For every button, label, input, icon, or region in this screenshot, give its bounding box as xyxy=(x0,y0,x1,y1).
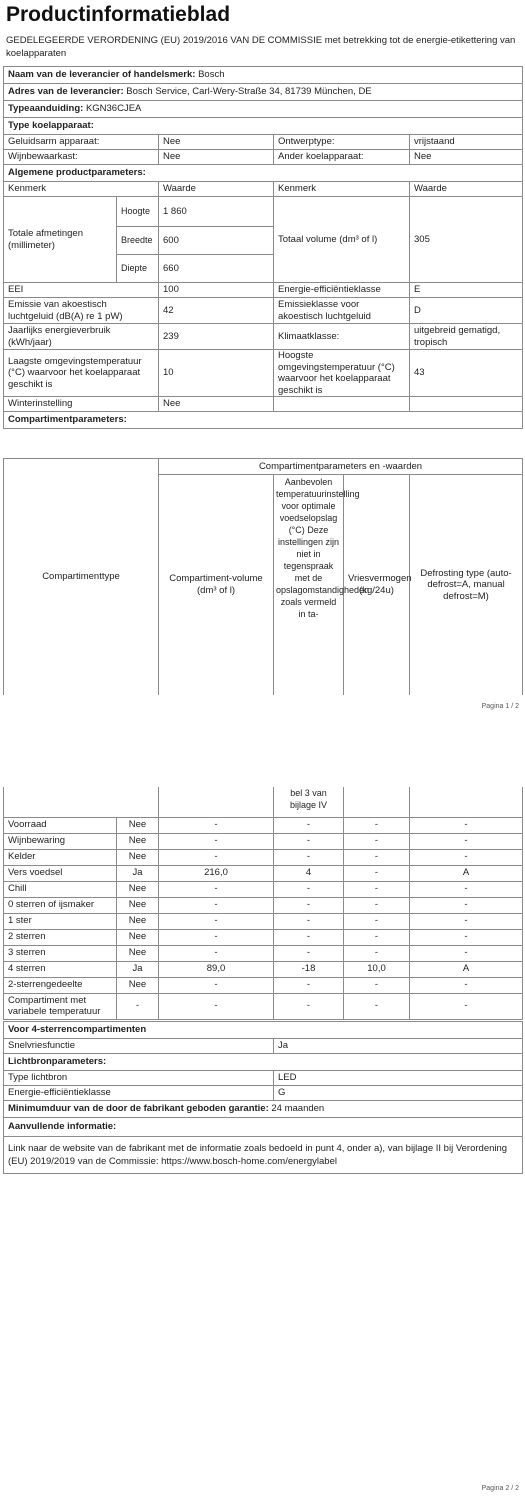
compartment-row xyxy=(4,881,523,897)
page-2 xyxy=(0,745,525,1500)
light-row: Energie-efficiëntieklasse G xyxy=(4,1086,523,1101)
compartment-name: Kelder xyxy=(4,849,117,865)
compartment-row xyxy=(4,961,523,977)
compartment-freeze: - xyxy=(344,929,410,945)
compartment-temp: - xyxy=(274,881,344,897)
compartment-row xyxy=(4,929,523,945)
compartment-temp: - xyxy=(274,913,344,929)
compartment-volume: 89,0 xyxy=(159,961,274,977)
general-section-header: Algemene productparameters: xyxy=(4,165,523,182)
light-section-header: Lichtbronparameters: xyxy=(4,1054,523,1071)
compartments-section-header: Compartimentparameters: xyxy=(4,412,523,429)
model-label: Typeaanduiding: xyxy=(8,103,84,115)
compartment-name: 0 sterren of ijsmaker xyxy=(4,897,117,913)
compartment-defrost: - xyxy=(410,913,523,929)
model-value: KGN36CJEA xyxy=(85,103,142,115)
compartment-defrost: A xyxy=(410,865,523,881)
compartment-name: 4 sterren xyxy=(4,961,117,977)
compartment-freeze: - xyxy=(344,833,410,849)
additional-info-row xyxy=(4,1137,523,1174)
compartment-freeze: - xyxy=(344,897,410,913)
compartment-volume: - xyxy=(159,881,274,897)
col-temp-header-cont: bel 3 van bijlage IV xyxy=(274,787,344,817)
compartment-defrost: - xyxy=(410,849,523,865)
compartment-temp: - xyxy=(274,929,344,945)
compartment-present: Nee xyxy=(117,913,159,929)
compartment-present: Ja xyxy=(117,865,159,881)
compartment-name: Compartiment met variabele temperatuur xyxy=(4,993,117,1019)
page-1 xyxy=(0,0,525,740)
compartment-present: Nee xyxy=(117,929,159,945)
type-row: Geluidsarm apparaat: Nee Ontwerptype: vrijstaand xyxy=(4,135,523,150)
page-title: Productinformatieblad xyxy=(6,3,231,26)
compartment-defrost: - xyxy=(410,993,523,1019)
compartment-header-continued xyxy=(4,787,523,817)
compartment-volume: - xyxy=(159,993,274,1019)
general-row: EEI 100 Energie-efficiëntieklasse E xyxy=(4,283,523,298)
page-number: Pagina 1 / 2 xyxy=(481,703,519,710)
compartment-name: 2 sterren xyxy=(4,929,117,945)
compartment-row xyxy=(4,945,523,961)
compartment-row xyxy=(4,897,523,913)
warranty-value: 24 maanden xyxy=(271,1103,325,1115)
col-temp-header: Aanbevolen temperatuurinstelling voor optimale voedselopslag (°C) Deze instellingen zijn niet in tegenspraak met de opslagomstandigheden zoals vermeld in ta- xyxy=(274,475,344,695)
compartment-volume: - xyxy=(159,913,274,929)
compartment-freeze: - xyxy=(344,913,410,929)
compartment-freeze: - xyxy=(344,865,410,881)
compartment-row xyxy=(4,993,523,1019)
compartment-name: Voorraad xyxy=(4,817,117,833)
compartment-defrost: - xyxy=(410,833,523,849)
compartment-freeze: - xyxy=(344,881,410,897)
page-number: Pagina 2 / 2 xyxy=(481,1485,519,1492)
compartment-group-header: Compartimentparameters en -waarden xyxy=(159,459,523,475)
compartment-name: Chill xyxy=(4,881,117,897)
additional-info-text: Link naar de website van de fabrikant met de informatie zoals bedoeld in punt 4, onder a), van bijlage II bij Verordening (EU) 2019/2019 van de Commissie: https://www.bosch-home.com/energylabel xyxy=(4,1137,523,1174)
compartment-present: Ja xyxy=(117,961,159,977)
compartment-name: 3 sterren xyxy=(4,945,117,961)
general-row: Winterinstelling Nee xyxy=(4,397,523,412)
compartment-temp: - xyxy=(274,849,344,865)
compartment-defrost: A xyxy=(410,961,523,977)
compartment-freeze: 10,0 xyxy=(344,961,410,977)
dims-row: Totale afmetingen (millimeter) Hoogte 1 860 Totaal volume (dm³ of l) 305 xyxy=(4,197,523,227)
compartment-present: Nee xyxy=(117,833,159,849)
compartment-volume: - xyxy=(159,929,274,945)
general-head-row: Kenmerk Waarde Kenmerk Waarde xyxy=(4,182,523,197)
compartment-present: Nee xyxy=(117,849,159,865)
light-row: Type lichtbron LED xyxy=(4,1071,523,1086)
compartment-freeze: - xyxy=(344,977,410,993)
compartment-defrost: - xyxy=(410,817,523,833)
compartment-defrost: - xyxy=(410,897,523,913)
compartment-temp: -18 xyxy=(274,961,344,977)
general-row: Laagste omgevingstemperatuur (°C) waarvoor het koelapparaat geschikt is 10 Hoogste omgevingstemperatuur (°C) waarvoor het koelapparaat geschikt is 43 xyxy=(4,350,523,397)
warranty-row xyxy=(4,1101,523,1118)
compartment-row xyxy=(4,977,523,993)
dims-label: Totale afmetingen (millimeter) xyxy=(4,197,117,283)
extra-info-table xyxy=(3,1021,523,1174)
compartment-present: Nee xyxy=(117,881,159,897)
type-section-header: Type koelapparaat: xyxy=(4,118,523,135)
compartment-temp: - xyxy=(274,993,344,1019)
compartment-present: - xyxy=(117,993,159,1019)
compartment-row xyxy=(4,913,523,929)
model-row xyxy=(4,101,523,118)
compartment-freeze: - xyxy=(344,849,410,865)
compartment-volume: - xyxy=(159,977,274,993)
compartment-row xyxy=(4,817,523,833)
col-volume-header: Compartiment-volume (dm³ of l) xyxy=(159,475,274,695)
col-freeze-header: Vriesvermogen (kg/24u) xyxy=(344,475,410,695)
compartment-header-table xyxy=(3,458,523,695)
general-row: Jaarlijks energieverbruik (kWh/jaar) 239 Klimaatklasse: uitgebreid gematigd, tropisch xyxy=(4,324,523,350)
compartment-temp: 4 xyxy=(274,865,344,881)
compartment-name: Wijnbewaring xyxy=(4,833,117,849)
compartment-volume: 216,0 xyxy=(159,865,274,881)
supplier-label: Naam van de leverancier of handelsmerk: xyxy=(8,69,196,81)
address-label: Adres van de leverancier: xyxy=(8,86,124,98)
compartment-volume: - xyxy=(159,817,274,833)
compartment-defrost: - xyxy=(410,881,523,897)
compartment-temp: - xyxy=(274,897,344,913)
compartment-row xyxy=(4,833,523,849)
supplier-value: Bosch xyxy=(198,69,225,81)
compartment-freeze: - xyxy=(344,993,410,1019)
compartment-defrost: - xyxy=(410,945,523,961)
compartment-name: 2-sterrengedeelte xyxy=(4,977,117,993)
address-row xyxy=(4,84,523,101)
compartment-volume: - xyxy=(159,945,274,961)
compartment-table xyxy=(3,787,523,1020)
compartment-type-header: Compartimenttype xyxy=(4,459,159,695)
product-info-table xyxy=(3,66,523,429)
compartment-present: Nee xyxy=(117,897,159,913)
compartment-temp: - xyxy=(274,833,344,849)
compartment-present: Nee xyxy=(117,945,159,961)
compartment-temp: - xyxy=(274,945,344,961)
volume-value: 305 xyxy=(410,197,523,283)
additional-section-header: Aanvullende informatie: xyxy=(4,1118,523,1137)
compartment-temp: - xyxy=(274,817,344,833)
compartment-name: Vers voedsel xyxy=(4,865,117,881)
compartment-defrost: - xyxy=(410,929,523,945)
dims-row: Breedte 600 xyxy=(4,227,523,255)
dims-row: Diepte 660 xyxy=(4,255,523,283)
compartment-freeze: - xyxy=(344,817,410,833)
compartment-volume: - xyxy=(159,897,274,913)
compartment-present: Nee xyxy=(117,817,159,833)
compartment-row xyxy=(4,865,523,881)
compartment-name: 1 ster xyxy=(4,913,117,929)
compartment-freeze: - xyxy=(344,945,410,961)
compartment-present: Nee xyxy=(117,977,159,993)
address-value: Bosch Service, Carl-Wery-Straße 34, 81739 München, DE xyxy=(126,86,372,98)
compartment-defrost: - xyxy=(410,977,523,993)
col-defrost-header: Defrosting type (auto-defrost=A, manual defrost=M) xyxy=(410,475,523,695)
four-star-row: Snelvriesfunctie Ja xyxy=(4,1039,523,1054)
regulation-subtitle: GEDELEGEERDE VERORDENING (EU) 2019/2016 VAN DE COMMISSIE met betrekking tot de energie-etikettering van koelapparaten xyxy=(6,35,516,59)
supplier-row xyxy=(4,67,523,84)
volume-label: Totaal volume (dm³ of l) xyxy=(274,197,410,283)
four-star-header: Voor 4-sterrencompartimenten xyxy=(4,1022,523,1039)
general-row: Emissie van akoestisch luchtgeluid (dB(A) re 1 pW) 42 Emissieklasse voor akoestisch luchtgeluid D xyxy=(4,298,523,324)
compartment-temp: - xyxy=(274,977,344,993)
warranty-label: Minimumduur van de door de fabrikant geboden garantie: xyxy=(8,1103,269,1115)
compartment-group-row xyxy=(4,459,523,475)
compartment-row xyxy=(4,849,523,865)
compartment-volume: - xyxy=(159,849,274,865)
compartment-volume: - xyxy=(159,833,274,849)
type-row: Wijnbewaarkast: Nee Ander koelapparaat: Nee xyxy=(4,150,523,165)
